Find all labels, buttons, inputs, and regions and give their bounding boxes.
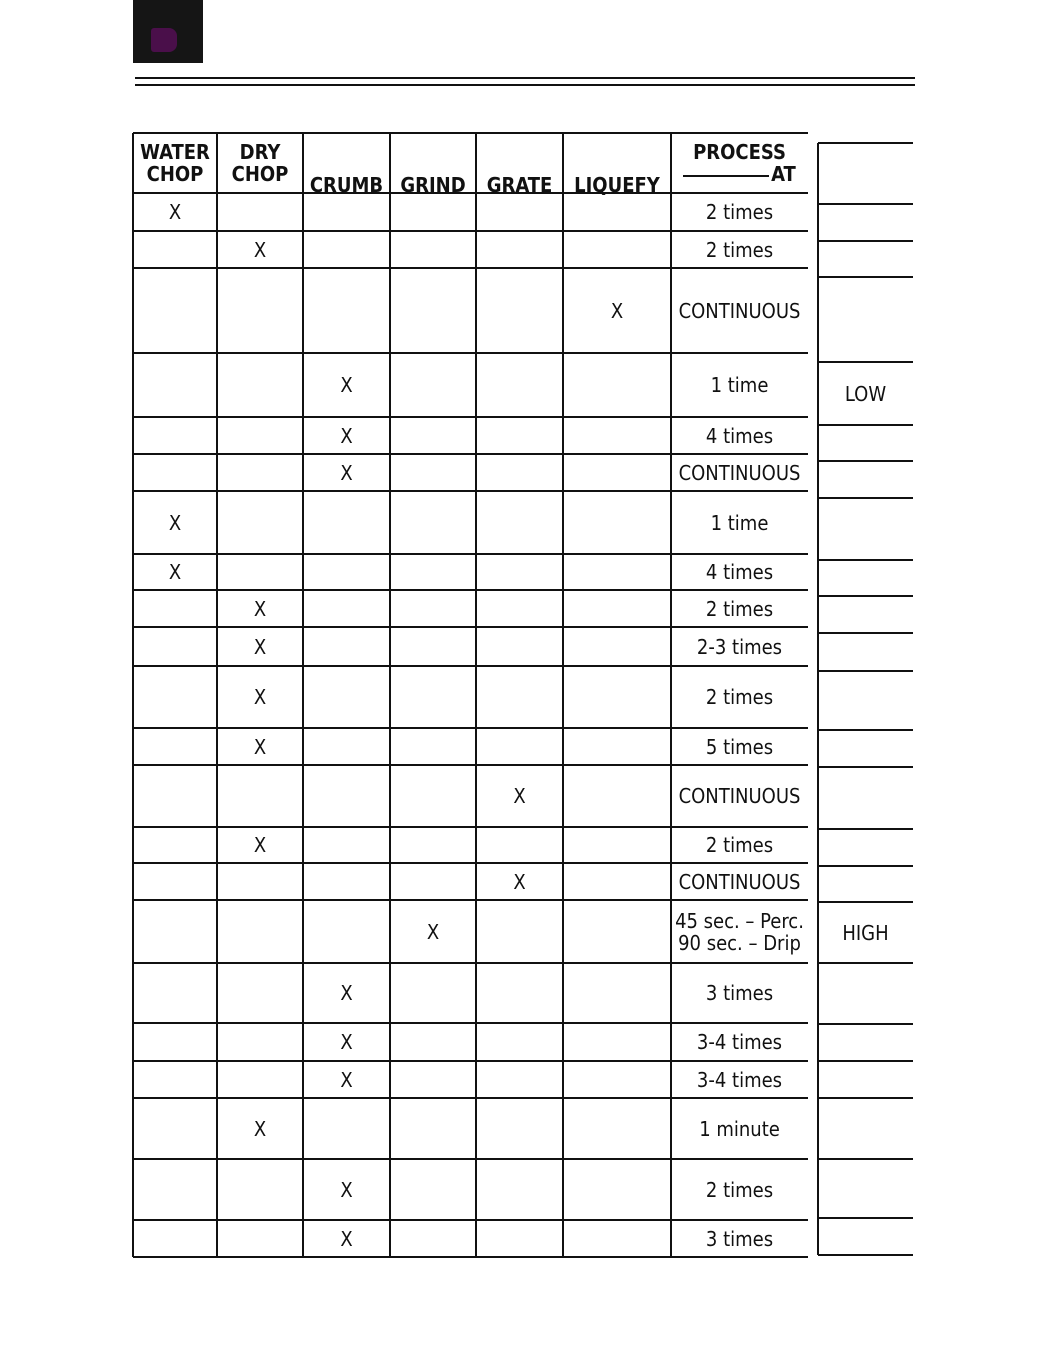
column-header bbox=[303, 133, 390, 215]
column-header bbox=[133, 133, 217, 193]
x-mark: X bbox=[513, 784, 526, 808]
process-time: 1 time bbox=[710, 373, 769, 397]
speed-rule bbox=[818, 1254, 913, 1256]
process-time: 2 times bbox=[705, 200, 774, 224]
column-header-text: CHOP bbox=[146, 162, 204, 186]
column-header-text: CHOP bbox=[231, 162, 289, 186]
process-time-line: 45 sec. – Perc. bbox=[675, 908, 804, 933]
x-mark: X bbox=[253, 634, 267, 659]
speed-rule bbox=[818, 142, 913, 144]
x-mark: X bbox=[610, 298, 624, 323]
column-header-text: WATER bbox=[140, 140, 210, 164]
speed-rule bbox=[818, 632, 913, 634]
x-mark: X bbox=[253, 833, 267, 857]
process-time: 1 time bbox=[710, 510, 769, 535]
process-time: CONTINUOUS bbox=[678, 784, 801, 808]
process-time: 5 times bbox=[705, 734, 774, 759]
x-mark: X bbox=[340, 1030, 353, 1054]
speed-rule bbox=[818, 1217, 913, 1219]
speed-label: LOW bbox=[844, 381, 887, 406]
process-time: 4 times bbox=[705, 560, 774, 584]
speed-rule bbox=[818, 497, 913, 499]
speed-rule bbox=[818, 766, 913, 768]
process-time bbox=[671, 900, 808, 963]
top-rule bbox=[135, 77, 915, 79]
speed-column-divider bbox=[817, 143, 819, 1255]
speed-rule bbox=[818, 729, 913, 731]
x-mark: X bbox=[340, 373, 353, 397]
x-mark: X bbox=[340, 981, 353, 1005]
process-time: 4 times bbox=[705, 423, 774, 448]
section-tab-mark bbox=[151, 28, 177, 52]
top-rule-2 bbox=[135, 84, 915, 86]
x-mark: X bbox=[513, 869, 526, 894]
column-header-text: DRY bbox=[239, 140, 281, 164]
x-mark: X bbox=[253, 685, 267, 709]
process-time: CONTINUOUS bbox=[678, 460, 801, 485]
speed-rule bbox=[818, 595, 913, 597]
blank-underline bbox=[683, 175, 769, 177]
speed-rule bbox=[818, 203, 913, 205]
section-tab bbox=[133, 0, 203, 63]
speed-rule bbox=[818, 276, 913, 278]
x-mark: X bbox=[340, 460, 353, 485]
column-divider bbox=[132, 133, 134, 1257]
x-mark: X bbox=[340, 1067, 353, 1092]
speed-rule bbox=[818, 865, 913, 867]
process-at-line bbox=[683, 163, 796, 185]
process-time-line: 90 sec. – Drip bbox=[678, 930, 801, 955]
x-mark: X bbox=[426, 919, 440, 944]
column-header-text: GRATE bbox=[486, 173, 553, 197]
process-time: CONTINUOUS bbox=[678, 298, 801, 323]
process-time: 2 times bbox=[705, 1177, 774, 1202]
process-time: 3-4 times bbox=[696, 1067, 783, 1092]
x-mark: X bbox=[340, 423, 353, 448]
process-time: 2 times bbox=[705, 596, 774, 621]
speed-rule bbox=[818, 670, 913, 672]
x-mark: X bbox=[253, 237, 267, 262]
speed-rule bbox=[818, 1158, 913, 1160]
process-time: 3-4 times bbox=[696, 1030, 783, 1054]
speed-rule bbox=[818, 460, 913, 462]
column-header bbox=[563, 133, 671, 215]
column-header-text: GRIND bbox=[400, 173, 466, 197]
process-time: 3 times bbox=[705, 981, 774, 1005]
process-time: CONTINUOUS bbox=[678, 869, 801, 894]
column-header bbox=[390, 133, 476, 215]
x-mark: X bbox=[168, 560, 182, 584]
process-time: 2 times bbox=[705, 237, 774, 262]
process-time: 2-3 times bbox=[696, 634, 783, 659]
x-mark: X bbox=[168, 200, 182, 224]
x-mark: X bbox=[253, 734, 267, 759]
speed-rule bbox=[818, 1023, 913, 1025]
speed-rule bbox=[818, 1097, 913, 1099]
column-divider bbox=[475, 133, 477, 1257]
process-header-at: AT bbox=[771, 162, 796, 186]
x-mark: X bbox=[340, 1226, 353, 1251]
speed-rule bbox=[818, 828, 913, 830]
process-header-label: PROCESS bbox=[693, 140, 786, 164]
x-mark: X bbox=[253, 1116, 267, 1141]
x-mark: X bbox=[340, 1177, 353, 1202]
column-header-text: CRUMB bbox=[309, 173, 384, 197]
process-time: 3 times bbox=[705, 1226, 774, 1251]
speed-rule bbox=[818, 1060, 913, 1062]
speed-rule bbox=[818, 240, 913, 242]
column-header bbox=[217, 133, 303, 193]
column-header bbox=[476, 133, 563, 215]
process-header bbox=[671, 133, 808, 193]
process-time: 2 times bbox=[705, 833, 774, 857]
x-mark: X bbox=[168, 510, 182, 535]
speed-label: HIGH bbox=[842, 920, 889, 945]
process-time: 2 times bbox=[705, 685, 774, 709]
process-time: 1 minute bbox=[699, 1116, 780, 1141]
speed-rule bbox=[818, 559, 913, 561]
column-header-text: LIQUEFY bbox=[574, 173, 660, 197]
x-mark: X bbox=[253, 596, 267, 621]
